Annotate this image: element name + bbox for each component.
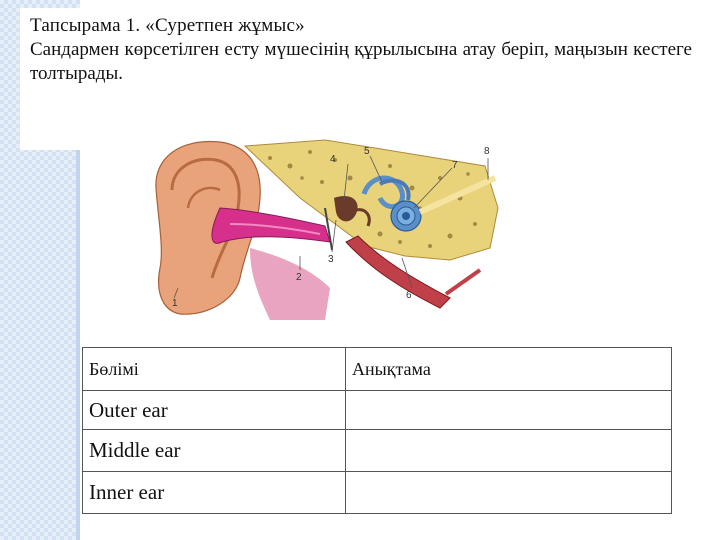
cell-part: Outer ear bbox=[83, 391, 346, 430]
figure-label-5: 5 bbox=[364, 146, 370, 157]
cell-definition[interactable] bbox=[346, 472, 672, 514]
ear-anatomy-diagram bbox=[150, 138, 505, 320]
header-part: Бөлімі bbox=[83, 348, 346, 391]
figure-label-2: 2 bbox=[296, 272, 302, 283]
cell-definition[interactable] bbox=[346, 391, 672, 430]
table-header-row bbox=[83, 348, 672, 391]
cell-definition[interactable] bbox=[346, 430, 672, 472]
figure-label-3: 3 bbox=[328, 254, 334, 265]
figure-label-4: 4 bbox=[330, 154, 336, 165]
decorative-strip-edge bbox=[76, 150, 80, 540]
cell-part: Inner ear bbox=[83, 472, 346, 514]
header-definition: Анықтама bbox=[346, 348, 672, 391]
figure-label-1: 1 bbox=[172, 298, 178, 309]
ear-parts-table bbox=[82, 347, 672, 514]
figure-label-7: 7 bbox=[452, 160, 458, 171]
figure-label-8: 8 bbox=[484, 146, 490, 157]
table-row bbox=[83, 472, 672, 514]
table-row bbox=[83, 430, 672, 472]
figure-label-6: 6 bbox=[406, 290, 412, 301]
table-row bbox=[83, 391, 672, 430]
task-description: Сандармен көрсетілген есту мүшесінің құрылысына атау беріп, маңызын кестеге толтырады. bbox=[30, 39, 692, 84]
task-text-box bbox=[20, 8, 702, 150]
task-title: Тапсырама 1. «Суретпен жұмыс» bbox=[30, 15, 305, 36]
cell-part: Middle ear bbox=[83, 430, 346, 472]
